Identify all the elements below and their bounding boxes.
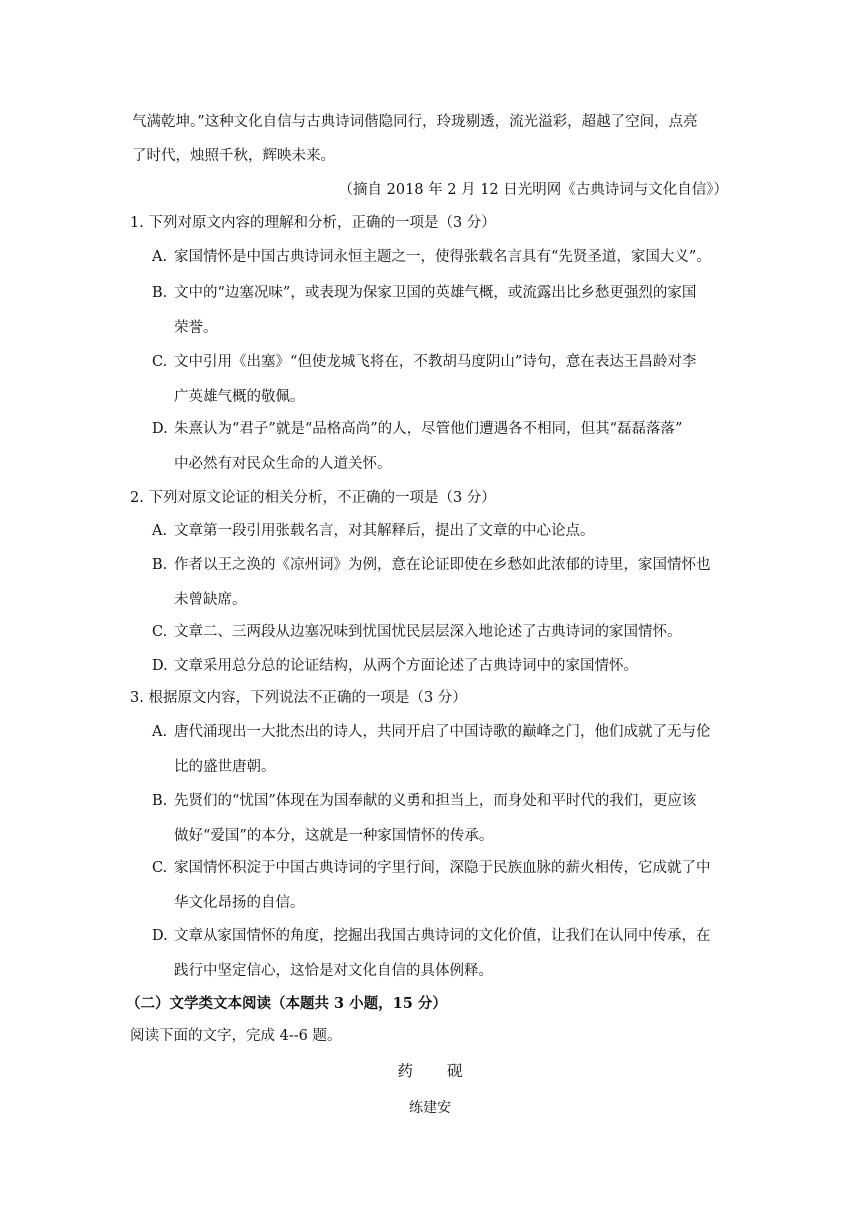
option-text: 家国情怀积淀于中国古典诗词的字里行间，深隐于民族血脉的薪火相传，它成就了中 <box>174 860 711 876</box>
question-stem: 根据原文内容，下列说法不正确的一项是（3 分） <box>148 690 467 706</box>
title-char: 砚 <box>447 1062 463 1080</box>
option-text-continued: 华文化昂扬的自信。 <box>174 895 305 911</box>
question-3 <box>130 688 467 708</box>
option-text: 文章第一段引用张载名言，对其解释后，提出了文章的中心论点。 <box>174 523 595 539</box>
option-label: B. <box>152 557 168 573</box>
question-2 <box>130 488 496 508</box>
question-1 <box>130 213 496 233</box>
option-text: 先贤们的“忧国”体现在为国奉献的义勇和担当上，而身处和平时代的我们，更应该 <box>174 793 697 809</box>
option-text: 作者以王之涣的《凉州词》为例，意在论证即使在乡愁如此浓郁的诗里，家国情怀也 <box>174 557 711 573</box>
intro-line-1: 气满乾坤。”这种文化自信与古典诗词偕隐同行，玲珑剔透，流光溢彩，超越了空间，点亮 <box>132 114 698 130</box>
option-label: A. <box>152 523 168 539</box>
option-label: D. <box>152 658 168 674</box>
option-text-continued: 未曾缺席。 <box>174 592 247 608</box>
option-label: A. <box>152 249 168 265</box>
intro-line-2: 了时代，烛照千秋，辉映未来。 <box>132 148 335 164</box>
option-text: 文章采用总分总的论证结构，从两个方面论述了古典诗词中的家国情怀。 <box>174 658 638 674</box>
option-text: 家国情怀是中国古典诗词永恒主题之一，使得张载名言具有“先贤圣道，家国大义”。 <box>174 249 711 265</box>
story-title <box>0 1061 860 1081</box>
option-text: 唐代涌现出一大批杰出的诗人，共同开启了中国诗歌的巅峰之门，他们成就了无与伦 <box>174 724 711 740</box>
section-heading: （二）文学类文本阅读（本题共 3 小题，15 分） <box>126 995 447 1012</box>
option-text: 文中引用《出塞》“但使龙城飞将在，不教胡马度阴山”诗句，意在表达王昌龄对李 <box>174 354 697 370</box>
option-label: B. <box>152 285 168 301</box>
title-char: 药 <box>397 1062 413 1080</box>
option-text-continued: 广英雄气概的敬佩。 <box>174 389 305 405</box>
option-label: C. <box>152 624 168 640</box>
section-instruction: 阅读下面的文字，完成 4--6 题。 <box>130 1028 342 1044</box>
question-number: 3. <box>130 690 144 706</box>
option-label: A. <box>152 724 168 740</box>
option-label: C. <box>152 354 168 370</box>
option-label: D. <box>152 421 168 437</box>
question-number: 2. <box>130 490 144 506</box>
option-text: 文章二、三两段从边塞况味到忧国忧民层层深入地论述了古典诗词的家国情怀。 <box>174 624 682 640</box>
question-stem: 下列对原文论证的相关分析，不正确的一项是（3 分） <box>148 490 496 506</box>
question-number: 1. <box>130 215 144 231</box>
option-text-continued: 荣誉。 <box>174 320 218 336</box>
option-text: 文章从家国情怀的角度，挖掘出我国古典诗词的文化价值，让我们在认同中传承，在 <box>174 928 711 944</box>
option-text-continued: 做好“爱国”的本分，这就是一种家国情怀的传承。 <box>174 828 494 844</box>
option-text: 朱熹认为“君子”就是“品格高尚”的人，尽管他们遭遇各不相同，但其“磊磊落落” <box>174 421 683 437</box>
option-text-continued: 中必然有对民众生命的人道关怀。 <box>174 456 392 472</box>
option-label: B. <box>152 793 168 809</box>
option-label: C. <box>152 860 168 876</box>
story-author: 练建安 <box>409 1100 451 1116</box>
option-text: 文中的“边塞况味”，或表现为保家卫国的英雄气概，或流露出比乡愁更强烈的家国 <box>174 285 697 301</box>
option-text-continued: 比的盛世唐朝。 <box>174 759 276 775</box>
question-stem: 下列对原文内容的理解和分析，正确的一项是（3 分） <box>148 215 496 231</box>
source-citation: （摘自 2018 年 2 月 12 日光明网《古典诗词与文化自信》） <box>338 182 728 198</box>
option-label: D. <box>152 928 168 944</box>
option-text-continued: 践行中坚定信心，这恰是对文化自信的具体例释。 <box>174 963 493 979</box>
